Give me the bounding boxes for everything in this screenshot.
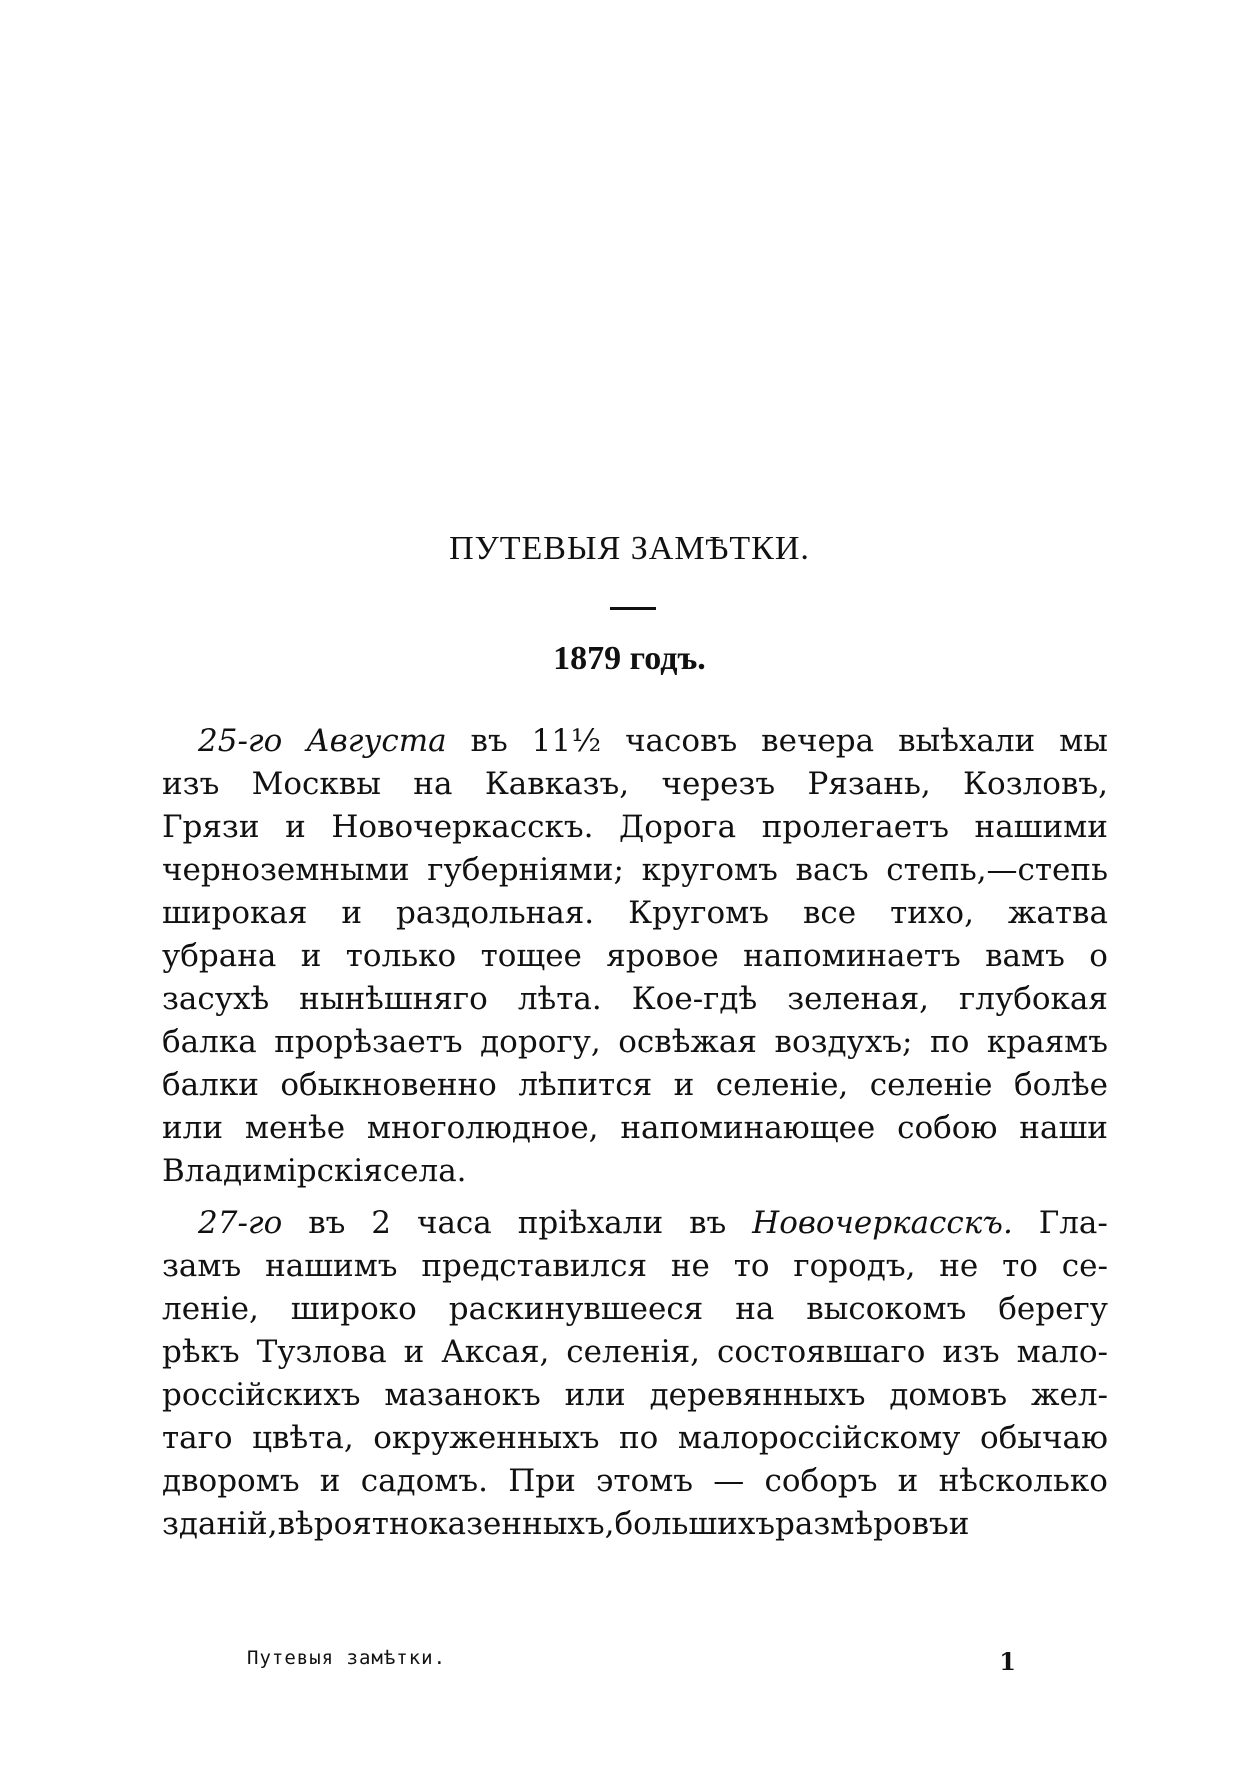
word: изъ xyxy=(942,1334,1000,1370)
word: цвѣта, xyxy=(252,1420,354,1456)
word: и xyxy=(319,1463,341,1499)
word: наши xyxy=(1019,1110,1108,1146)
word: въ xyxy=(308,1205,346,1241)
word: окруженныхъ xyxy=(373,1420,600,1456)
word: Козловъ, xyxy=(963,766,1108,802)
word: тощее xyxy=(480,938,582,974)
italic-word: Августа xyxy=(306,723,447,759)
word: собою xyxy=(897,1110,998,1146)
text-line xyxy=(162,978,1108,1021)
text-line xyxy=(162,1245,1108,1288)
page-footer xyxy=(247,1647,1017,1676)
word: соборъ xyxy=(764,1463,878,1499)
word: россійскихъ xyxy=(162,1377,361,1413)
text-line xyxy=(162,1331,1108,1374)
word: мазанокъ xyxy=(384,1377,541,1413)
text-line xyxy=(162,892,1108,935)
word: и xyxy=(897,1463,919,1499)
word: селеніе, xyxy=(715,1067,849,1103)
word: пріѣхали xyxy=(517,1205,664,1241)
word: 2 xyxy=(371,1205,392,1241)
paragraph xyxy=(162,720,1108,1193)
word: глубокая xyxy=(959,981,1108,1017)
word: мы xyxy=(1059,723,1108,759)
word: нашимъ xyxy=(265,1248,398,1284)
word: села. xyxy=(382,1153,467,1189)
word: не xyxy=(939,1248,979,1284)
word: большихъ xyxy=(614,1506,776,1542)
word: тихо, xyxy=(890,895,974,931)
word: пролегаетъ xyxy=(761,809,949,845)
word: освѣжая xyxy=(618,1024,757,1060)
word: многолюдное, xyxy=(366,1110,599,1146)
word: изъ xyxy=(162,766,220,802)
word: Владимірскія xyxy=(162,1153,383,1189)
text-line xyxy=(162,720,1108,763)
word: черезъ xyxy=(661,766,776,802)
word: убрана xyxy=(162,938,277,974)
italic-word: 27-го xyxy=(198,1205,283,1241)
word: лѣпится xyxy=(518,1067,653,1103)
word: черноземными xyxy=(162,852,410,888)
word: и xyxy=(341,895,363,931)
text-line xyxy=(162,1374,1108,1417)
word: губерніями; xyxy=(427,852,624,888)
word: селеніе xyxy=(869,1067,993,1103)
word: Новочеркасскъ. xyxy=(331,809,594,845)
word: деревянныхъ xyxy=(649,1377,866,1413)
word: воздухъ; xyxy=(774,1024,913,1060)
word: мало- xyxy=(1016,1334,1108,1370)
word: Тузлова xyxy=(256,1334,387,1370)
word: раздольная. xyxy=(396,895,595,931)
word: Кое-гдѣ xyxy=(631,981,758,1017)
word: высокомъ xyxy=(806,1291,967,1327)
word: вечера xyxy=(761,723,875,759)
word: таго xyxy=(162,1420,233,1456)
word: дорогу, xyxy=(480,1024,601,1060)
word: Кругомъ xyxy=(628,895,769,931)
word: въ xyxy=(689,1205,727,1241)
italic-word: 25-го xyxy=(198,723,283,759)
word: степь,—степь xyxy=(886,852,1108,888)
word: на xyxy=(735,1291,775,1327)
word: по xyxy=(930,1024,970,1060)
word: лѣта. xyxy=(517,981,602,1017)
italic-word: Новочеркасскъ. xyxy=(752,1205,1013,1241)
word: или xyxy=(564,1377,626,1413)
word: и xyxy=(948,1506,970,1542)
word: выѣхали xyxy=(898,723,1036,759)
word: леніе, xyxy=(162,1291,259,1327)
text-line xyxy=(162,763,1108,806)
word: Грязи xyxy=(162,809,260,845)
word: се- xyxy=(1061,1248,1108,1284)
word: садомъ. xyxy=(360,1463,488,1499)
running-title: Путевыя замѣтки. xyxy=(247,1647,447,1669)
word: нынѣшняго xyxy=(299,981,488,1017)
word: домовъ xyxy=(889,1377,1008,1413)
text-line xyxy=(162,935,1108,978)
body-text xyxy=(162,720,1108,1546)
word: нашими xyxy=(974,809,1108,845)
word: напоминаетъ xyxy=(743,938,961,974)
word: вѣроятно xyxy=(277,1506,429,1542)
year-heading: 1879 годъ. xyxy=(553,640,706,677)
text-line xyxy=(162,1064,1108,1107)
page-number: 1 xyxy=(999,1647,1017,1676)
word: малороссійскому xyxy=(677,1420,961,1456)
word: вамъ xyxy=(985,938,1065,974)
text-line xyxy=(162,1202,1108,1245)
word: балки xyxy=(162,1067,259,1103)
word: краямъ xyxy=(986,1024,1108,1060)
word: и xyxy=(285,809,306,845)
text-line xyxy=(162,1150,1108,1193)
word: Рязань, xyxy=(807,766,931,802)
word: размѣровъ xyxy=(775,1506,949,1542)
word: зеленая, xyxy=(787,981,930,1017)
text-line xyxy=(162,849,1108,892)
word: жел- xyxy=(1030,1377,1108,1413)
word: балка xyxy=(162,1024,257,1060)
text-line xyxy=(162,1021,1108,1064)
word: дворомъ xyxy=(162,1463,300,1499)
word: казенныхъ, xyxy=(428,1506,615,1542)
word: обыкновенно xyxy=(280,1067,497,1103)
word: то xyxy=(1002,1248,1038,1284)
word: въ xyxy=(470,723,508,759)
word: нѣсколько xyxy=(938,1463,1108,1499)
text-line xyxy=(162,1503,1108,1546)
word: 11½ xyxy=(531,723,602,759)
paragraph xyxy=(162,1202,1108,1546)
word: не xyxy=(670,1248,710,1284)
word: широкая xyxy=(162,895,308,931)
word: на xyxy=(413,766,453,802)
word: то xyxy=(733,1248,770,1284)
word: часовъ xyxy=(625,723,738,759)
word: селенія, xyxy=(566,1334,701,1370)
word: широко xyxy=(290,1291,417,1327)
text-line xyxy=(162,1288,1108,1331)
word: Москвы xyxy=(251,766,381,802)
word: только xyxy=(345,938,457,974)
word: представился xyxy=(421,1248,648,1284)
word: напоминающее xyxy=(620,1110,876,1146)
word: берегу xyxy=(998,1291,1108,1327)
word: все xyxy=(802,895,857,931)
word: засухѣ xyxy=(162,981,270,1017)
word: состоявшаго xyxy=(716,1334,926,1370)
text-line xyxy=(162,1460,1108,1503)
word: обычаю xyxy=(979,1420,1108,1456)
word: Дорога xyxy=(619,809,737,845)
word: и xyxy=(403,1334,425,1370)
word: васъ xyxy=(795,852,869,888)
word: или xyxy=(162,1110,224,1146)
word: зданій, xyxy=(162,1506,278,1542)
page-title: ПУТЕВЫЯ ЗАМѢТКИ. xyxy=(449,530,810,567)
title-divider xyxy=(610,607,656,610)
word: менѣе xyxy=(244,1110,346,1146)
text-line xyxy=(162,1107,1108,1150)
word: по xyxy=(619,1420,659,1456)
word: рѣкъ xyxy=(162,1334,240,1370)
word: болѣе xyxy=(1013,1067,1108,1103)
word: и xyxy=(300,938,322,974)
word: Аксая, xyxy=(441,1334,550,1370)
word: При xyxy=(508,1463,576,1499)
word: о xyxy=(1089,938,1108,974)
word: и xyxy=(673,1067,695,1103)
word: жатва xyxy=(1007,895,1108,931)
text-line xyxy=(162,806,1108,849)
word: часа xyxy=(416,1205,492,1241)
word: городъ, xyxy=(793,1248,916,1284)
word: Гла- xyxy=(1038,1205,1108,1241)
word: Кавказъ, xyxy=(484,766,630,802)
word: кругомъ xyxy=(641,852,778,888)
word: замъ xyxy=(162,1248,242,1284)
word: прорѣзаетъ xyxy=(274,1024,463,1060)
word: яровое xyxy=(606,938,719,974)
word: раскинувшееся xyxy=(448,1291,704,1327)
word: — xyxy=(713,1463,745,1499)
word: этомъ xyxy=(596,1463,694,1499)
text-line xyxy=(162,1417,1108,1460)
